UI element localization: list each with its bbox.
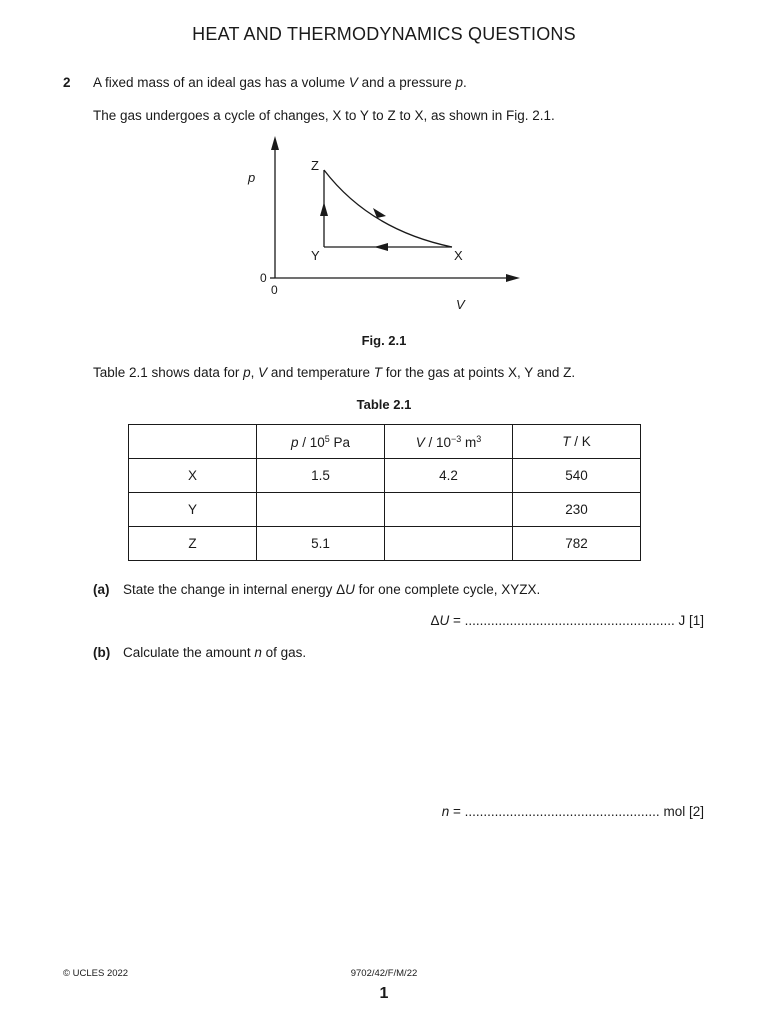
table-row	[129, 459, 641, 493]
table-header-row	[129, 425, 641, 459]
table-cell: 4.2	[385, 459, 513, 493]
part-a-answer-line[interactable]	[430, 613, 704, 628]
table-cell: Z	[129, 527, 257, 561]
table-cell: 230	[513, 493, 641, 527]
part-a-label: (a)	[93, 582, 110, 597]
page-title: HEAT AND THERMODYNAMICS QUESTIONS	[192, 24, 576, 44]
footer-code: 9702/42/F/M/22	[350, 968, 418, 979]
figure-caption: Fig. 2.1	[361, 333, 407, 348]
part-b-answer-line[interactable]	[442, 804, 704, 819]
part-a	[93, 582, 540, 597]
footer-copyright: © UCLES 2022	[63, 968, 129, 979]
origin-x-label: 0	[271, 283, 278, 297]
table-cell	[385, 527, 513, 561]
table-cell	[385, 493, 513, 527]
answer-b-marks: [2]	[688, 804, 704, 819]
table-cell: 540	[513, 459, 641, 493]
answer-b-unit: mol	[663, 804, 686, 819]
part-b	[93, 645, 306, 660]
answer-b-dots: ....................................................	[464, 804, 660, 819]
table-cell	[257, 493, 385, 527]
arrow-y-to-z	[320, 202, 328, 216]
table-cell: 782	[513, 527, 641, 561]
x-axis-arrowhead	[506, 274, 520, 282]
curve-z-to-x	[324, 170, 452, 247]
answer-b-prefix: n =	[441, 804, 465, 819]
part-a-text: State the change in internal energy ΔU for one complete cycle, XYZX.	[123, 582, 541, 597]
answer-a-dots: ........................................................	[464, 613, 675, 628]
table-row	[129, 493, 641, 527]
table-caption: Table 2.1	[356, 397, 412, 412]
data-table	[128, 424, 641, 561]
table-cell: Y	[129, 493, 257, 527]
table-header-cell: V / $10^{-3}$ $m^3$	[385, 425, 513, 459]
answer-a-prefix: ΔU =	[430, 613, 465, 628]
question-stem-line2: The gas undergoes a cycle of changes, X to Y to Z to X, as shown in Fig. 2.1.	[93, 108, 555, 123]
part-b-label: (b)	[93, 645, 111, 660]
x-axis-label: V	[456, 297, 465, 312]
table-header-cell	[129, 425, 257, 459]
table-header-cell: T / K	[513, 425, 641, 459]
point-x-label: X	[454, 248, 463, 263]
table-intro: Table 2.1 shows data for p, V and temperature T for the gas at points X, Y and Z.	[93, 365, 576, 380]
table-row	[129, 527, 641, 561]
page-number: 1	[379, 985, 389, 1002]
part-b-text: Calculate the amount n of gas.	[123, 645, 307, 660]
question-number: 2	[63, 75, 71, 90]
answer-a-marks: [1]	[688, 613, 704, 628]
table-cell: X	[129, 459, 257, 493]
y-axis-arrowhead	[271, 136, 279, 150]
point-y-label: Y	[311, 248, 320, 263]
y-axis-label: p	[248, 170, 256, 185]
table-cell: 1.5	[257, 459, 385, 493]
point-z-label: Z	[311, 158, 319, 173]
pv-diagram	[240, 130, 540, 320]
question-stem-line1: A fixed mass of an ideal gas has a volume V and a pressure p.	[93, 75, 467, 90]
table-cell: 5.1	[257, 527, 385, 561]
arrow-x-to-y	[374, 243, 388, 251]
origin-y-label: 0	[260, 271, 267, 285]
answer-a-unit: J	[678, 613, 686, 628]
table-header-cell: p / $10^5$ Pa	[257, 425, 385, 459]
